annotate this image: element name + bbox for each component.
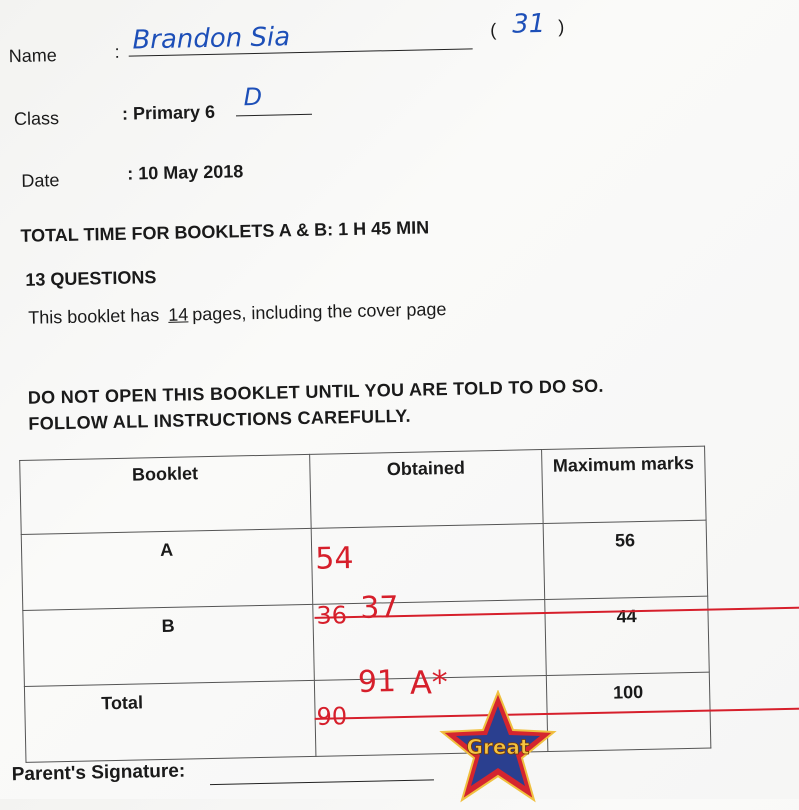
booklet-a-max: 56 (543, 520, 708, 599)
questions-count-text: 13 QUESTIONS (25, 267, 157, 290)
table-header-row (20, 446, 706, 534)
instruction-line-2: FOLLOW ALL INSTRUCTIONS CAREFULLY. (28, 405, 412, 434)
pages-count: 14 (168, 304, 189, 325)
booklet-b-max: 44 (545, 596, 710, 675)
booklet-a-label: A (21, 528, 313, 610)
register-number-handwritten: 31 (511, 8, 546, 40)
sticker-text: Great (466, 735, 530, 759)
great-star-sticker (438, 690, 558, 810)
date-label: Date (21, 170, 60, 191)
booklet-a-obtained-handwritten: 54 (314, 541, 354, 577)
parent-signature-label: Parent's Signature: (11, 760, 186, 786)
total-max: 100 (546, 672, 711, 751)
class-value: : Primary 6 (121, 101, 216, 124)
total-crossed-score: 90 (316, 686, 799, 731)
booklet-b-crossed-score: 36 (316, 585, 799, 630)
total-obtained-handwritten: 91 (357, 664, 397, 700)
name-handwritten: Brandon Sia (132, 22, 291, 56)
register-close-paren: ) (558, 16, 565, 37)
date-value: : 10 May 2018 (126, 161, 244, 184)
pages-suffix: pages, including the cover page (192, 299, 447, 325)
total-time-text: TOTAL TIME FOR BOOKLETS A & B: 1 H 45 MIN (20, 217, 430, 246)
booklet-b-obtained-handwritten: 37 (359, 590, 399, 626)
name-colon: : (114, 41, 120, 62)
header-booklet: Booklet (20, 454, 311, 534)
header-obtained: Obtained (310, 450, 543, 529)
pages-info (28, 299, 447, 329)
class-underline (236, 114, 312, 117)
pages-prefix: This booklet has (27, 305, 160, 328)
name-label: Name (8, 45, 57, 67)
class-label: Class (13, 108, 60, 130)
instruction-line-1: DO NOT OPEN THIS BOOKLET UNTIL YOU ARE TOLD TO DO SO. (27, 375, 604, 408)
class-section-handwritten: D (243, 82, 263, 112)
register-open-paren: ( (490, 19, 497, 41)
total-label: Total (24, 680, 316, 762)
booklet-b-label: B (23, 604, 315, 686)
grade-handwritten: A* (409, 663, 449, 702)
parent-signature-line (210, 779, 434, 785)
header-maximum-marks: Maximum marks (542, 446, 707, 523)
